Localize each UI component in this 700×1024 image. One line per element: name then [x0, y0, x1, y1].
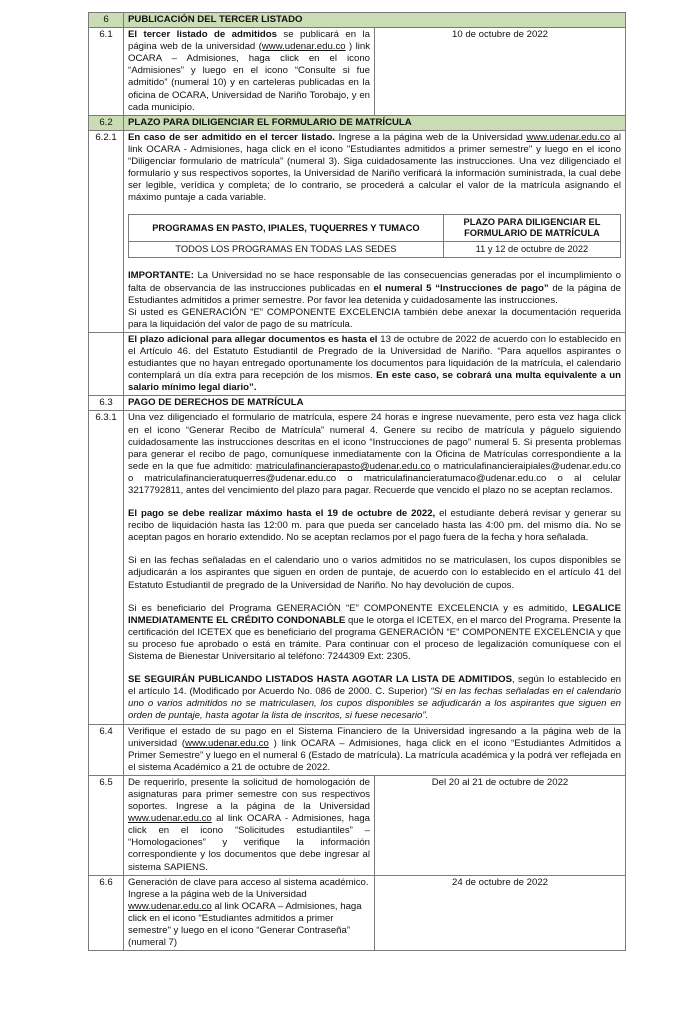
section-title: PAGO DE DERECHOS DE MATRÍCULA: [124, 396, 626, 411]
row-description: Verifique el estado de su pago en el Sistema Financiero de la Universidad ingresando a la página web de la universidad (www.udenar.edu.co ) link OCARA – Admisiones, haga click en el icono “Estudiantes Admitidos a Primer Semestre” y luego en el numeral 6 (Estado de matrícula). La matrícula académica y la podrá ver reflejada en el sistema Académico a 21 de octubre de 2022.: [124, 724, 626, 775]
deadline-header-programs: PROGRAMAS EN PASTO, IPIALES, TUQUERRES Y TUMACO: [129, 215, 444, 242]
section-number: 6.2: [89, 115, 124, 130]
row-6-5: [89, 775, 626, 875]
deadline-cell-programs: TODOS LOS PROGRAMAS EN TODAS LAS SEDES: [129, 242, 444, 258]
row-number: 6.3.1: [89, 411, 124, 724]
row-date: 24 de octubre de 2022: [375, 875, 626, 951]
row-description: El tercer listado de admitidos se publicará en la página web de la universidad (www.udenar.edu.co ) link OCARA – Admisiones, haga click en el icono “Admisiones” y luego en el icono “Consulte si fue admitido” (numeral 10) y en carteleras publicadas en la oficina de OCARA, Universidad de Nariño Torobajo, y en cada municipio.: [124, 28, 375, 116]
row-description: Generación de clave para acceso al sistema académico. Ingrese a la página web de la Universidad www.udenar.edu.co al link OCARA – Admisiones, haga click en el icono "Estudiantes admitidos a primer semestre" y luego en el icono “Generar Contraseña” (numeral 7): [124, 875, 375, 951]
section-row-6: [89, 13, 626, 28]
row-6-1: [89, 28, 626, 116]
row-6-3-1: [89, 411, 626, 724]
row-6-6: [89, 875, 626, 951]
section-title: PLAZO PARA DILIGENCIAR EL FORMULARIO DE MATRÍCULA: [124, 115, 626, 130]
row-6-2-1: [89, 130, 626, 332]
row-description: En caso de ser admitido en el tercer listado. Ingrese a la página web de la Universidad www.udenar.edu.co al link OCARA - Admisiones, haga click en el icono "Estudiantes admitidos a primer semestre" y luego en el icono “Diligenciar formulario de matrícula” (numeral 3). Siga cuidadosamente las instrucciones. Una vez diligenciado el formulario y sus respectivos soportes, la Universidad de Nariño verificará la información suministrada, la cual debe ser legible, verídica y completa; de lo contrario, se procederá a calcular el valor de la matrícula asignando el máximo puntaje a cada variable. PROGRAMAS EN PASTO, IPIALES, TUQUERRES Y TUMACO PLAZO PARA DILIGENCIAR EL FORMULARIO DE MATRÍCULA TODOS LOS PROGRAMAS EN TODAS LAS SEDES 11 y 12 de octubre de 2022 IMPORTANTE: La Universidad no se hace responsable de las consecuencias generadas por el incumplimiento o falta de observancia de las instrucciones publicadas en el numeral 5 “Instrucciones de pago” de la página de Estudiantes admitidos a primer semestre. Por favor lea detenida y cuidadosamente las instrucciones. Si usted es GENERACIÓN “E” COMPONENTE EXCELENCIA también debe anexar la documentación requerida para la liquidación del valor de pago de su matrícula.: [124, 130, 626, 332]
row-date: 10 de octubre de 2022: [375, 28, 626, 116]
section-number: 6: [89, 13, 124, 28]
row-number: 6.1: [89, 28, 124, 116]
row-number: 6.6: [89, 875, 124, 951]
generacion-e-note: Si usted es GENERACIÓN “E” COMPONENTE EXCELENCIA también debe anexar la documentación requerida para la liquidación del valor de pago de su matrícula.: [128, 306, 621, 330]
udenar-link[interactable]: www.udenar.edu.co: [128, 813, 212, 825]
row-number: 6.2.1: [89, 130, 124, 332]
section-row-6-2: [89, 115, 626, 130]
deadline-table: [128, 214, 621, 258]
section-row-6-3: [89, 396, 626, 411]
row-additional-deadline: [89, 332, 626, 395]
email-link[interactable]: matriculafinancierapasto@udenar.edu.co: [255, 460, 431, 472]
udenar-link[interactable]: www.udenar.edu.co: [526, 131, 611, 143]
row-number: 6.5: [89, 775, 124, 875]
section-number: 6.3: [89, 396, 124, 411]
deadline-header-deadline: PLAZO PARA DILIGENCIAR EL FORMULARIO DE MATRÍCULA: [443, 215, 620, 242]
section-title: PUBLICACIÓN DEL TERCER LISTADO: [124, 13, 626, 28]
row-description: Una vez diligenciado el formulario de matrícula, espere 24 horas e ingrese nuevamente, pero esta vez haga click en el icono “Generar Recibo de Matrícula” numeral 4. Genere su recibo de matrícula y páguelo siguiendo cuidadosamente las instrucciones descritas en el icono “Instrucciones de pago” numeral 5. Si presenta problemas para generar el recibo de pago, comuníquese inmediatamente con la Oficina de Matrículas correspondiente a la sede en la que fue admitido: matriculafinancierapasto@udenar.edu.co o matriculafinancieraipiales@udenar.edu.co o matriculafinancieratuquerres@udenar.edu.co o matriculafinancieratumaco@udenar.edu.co o al celular 3217792811, antes del vencimiento del plazo para pagar. Recuerde que vencido el plazo no se aceptan reclamos. El pago se debe realizar máximo hasta el 19 de octubre de 2022, el estudiante deberá revisar y generar su recibo de liquidación hasta las 12:00 m. para que pueda ser cancelado hasta las 4:00 pm. del mismo día. No se aceptan pagos en horario extendido. No se aceptan reclamos por el pago fuera de la fecha y hora señalada. Si en las fechas señaladas en el calendario uno o varios admitidos no se matriculasen, los cupos disponibles se adjudicarán a los aspirantes que siguen en orden de puntaje, de acuerdo con lo establecido en el artículo 41 del Estatuto Estudiantil de pregrado de la Universidad de Nariño. No hay devolución de cupos. Si es beneficiario del Programa GENERACIÓN “E” COMPONENTE EXCELENCIA y es admitido, LEGALICE INMEDIATAMENTE EL CRÉDITO CONDONABLE que le otorga el ICETEX, en el marco del Programa. Presente la certificación del ICETEX que es beneficiario del programa GENERACIÓN “E” COMPONENTE EXCELENCIA y que su proceso fue aprobado o está en trámite. Para continuar con el proceso de legalización comuníquese con el Sistema de Bienestar Universitario al teléfono: 7244309 Ext: 2305. SE SEGUIRÁN PUBLICANDO LISTADOS HASTA AGOTAR LA LISTA DE ADMITIDOS, según lo establecido en el artículo 14. (Modificado por Acuerdo No. 086 de 2000. C. Superior) “Si en las fechas señaladas en el calendario uno o varios admitidos no se matriculasen, los cupos disponibles se adjudicarán a los aspirantes que siguen en orden de puntaje, hasta agotar la lista de inscritos, si fuese necesario”.: [124, 411, 626, 724]
row-description: El plazo adicional para allegar documentos es hasta el 13 de octubre de 2022 de acuerdo con lo establecido en el Artículo 46. del Estatuto Estudiantil de Pregrado de la Universidad de Nariño. “Para aquellos aspirantes o estudiantes que no hayan entregado oportunamente los documentos para liquidación de la matrícula, el calendario contemplará un día extra para recepción de los mismos. En este caso, se cobrará una multa equivalente a un salario mínimo legal diario”.: [124, 332, 626, 395]
row-6-4: [89, 724, 626, 775]
udenar-link[interactable]: www.udenar.edu.co: [128, 900, 212, 912]
udenar-link[interactable]: www.udenar.edu.co: [185, 737, 269, 749]
row-description: De requerirlo, presente la solicitud de homologación de asignaturas para primer semestre con sus respectivos soportes. Ingrese a la página de la Universidad www.udenar.edu.co al link OCARA - Admisiones, haga click en el icono “Solicitudes estudiantiles” – “Homologaciones” y verifique la información correspondiente y los documentos que debe ingresar al sistema SAPIENS.: [124, 775, 375, 875]
deadline-cell-dates: 11 y 12 de octubre de 2022: [443, 242, 620, 258]
row-date: Del 20 al 21 de octubre de 2022: [375, 775, 626, 875]
udenar-link[interactable]: www.udenar.edu.co: [261, 41, 346, 53]
row-number: 6.4: [89, 724, 124, 775]
calendar-table: [88, 12, 626, 951]
